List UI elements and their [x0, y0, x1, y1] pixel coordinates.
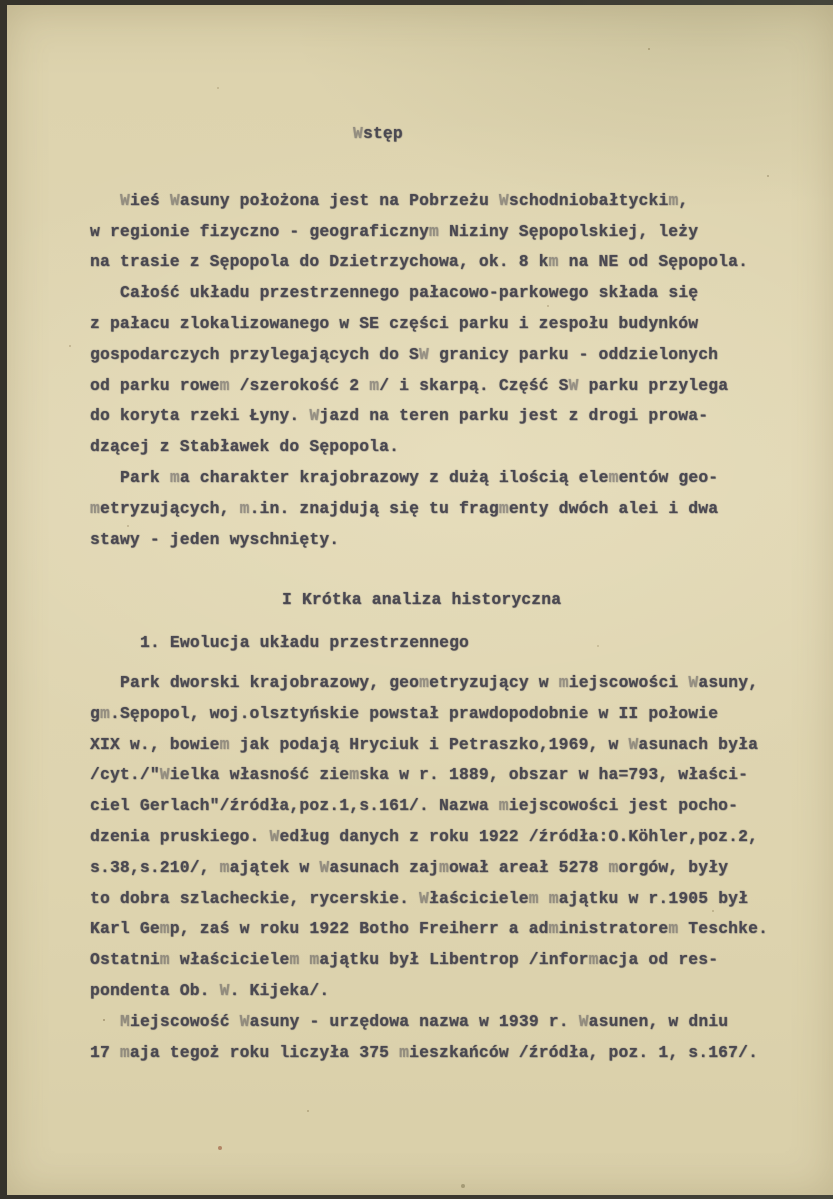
intro-paragraphs — [90, 186, 833, 556]
text-line: metryzujących, m.in. znajdują się tu fragmenty dwóch alei i dwa — [90, 498, 719, 518]
text-line: XIX w., bowiem jak podają Hryciuk i Petraszko,1969, w Wasunach była — [90, 734, 759, 754]
text-line: pondenta Ob. W. Kijeka/. — [90, 980, 330, 1000]
text-line: Wieś Wasuny położona jest na Pobrzeżu Wschodniobałtyckim, — [120, 190, 689, 210]
text-line: Miejscowość Wasuny - urzędowa nazwa w 1939 r. Wasunen, w dniu — [120, 1011, 729, 1031]
text-line: Park ma charakter krajobrazowy z dużą ilością elementów geo- — [120, 467, 719, 487]
text-line: z pałacu zlokalizowanego w SE części parku i zespołu budynków — [90, 313, 699, 333]
text-line: w regionie fizyczno - geograficznym Niziny Sępopolskiej, leży — [90, 221, 699, 241]
text-line: od parku rowem /szerokość 2 m/ i skarpą. Część SW parku przylega — [90, 375, 729, 395]
text-line: do koryta rzeki Łyny. Wjazd na teren parku jest z drogi prowa- — [90, 406, 709, 426]
text-line: dzenia pruskiego. Według danych z roku 1922 /źródła:O.Köhler,poz.2, — [90, 826, 759, 846]
section-heading: I Krótka analiza historyczna — [282, 590, 562, 610]
document-page — [7, 5, 833, 1195]
text-line: ciel Gerlach"/źródła,poz.1,s.161/. Nazwa miejscowości jest pocho- — [90, 796, 739, 816]
text-line: gospodarczych przylegających do SW granicy parku - oddzielonych — [90, 344, 719, 364]
text-line: dzącej z Stabławek do Sępopola. — [90, 437, 400, 457]
text-line: stawy - jeden wyschnięty. — [90, 529, 340, 549]
text-line: /cyt./"Wielka własność ziemska w r. 1889, obszar w ha=793, właści- — [90, 765, 749, 785]
history-paragraphs — [90, 668, 833, 1068]
text-line: na trasie z Sępopola do Dzietrzychowa, ok. 8 km na NE od Sępopola. — [90, 252, 749, 272]
text-line: 17 maja tegoż roku liczyła 375 mieszkańców /źródła, poz. 1, s.167/. — [90, 1042, 759, 1062]
text-line: to dobra szlacheckie, rycerskie. Właścicielem majątku w r.1905 był — [90, 888, 749, 908]
text-line: Park dworski krajobrazowy, geometryzujący w miejscowości Wasuny, — [120, 672, 759, 692]
text-line: Karl Gemp, zaś w roku 1922 Botho Freiherr a administratorem Teschke. — [90, 919, 769, 939]
text-line: Całość układu przestrzennego pałacowo-parkowego składa się — [120, 283, 699, 303]
text-line: gm.Sępopol, woj.olsztyńskie powstał prawdopodobnie w II połowie — [90, 703, 719, 723]
text-line: Ostatnim właścicielem majątku był Libentrop /informacja od res- — [90, 950, 719, 970]
text-line: s.38,s.210/, majątek w Wasunach zajmował areał 5278 morgów, były — [90, 857, 729, 877]
subsection-heading: 1. Ewolucja układu przestrzennego — [140, 633, 470, 653]
document-title: Wstęp — [353, 124, 403, 143]
